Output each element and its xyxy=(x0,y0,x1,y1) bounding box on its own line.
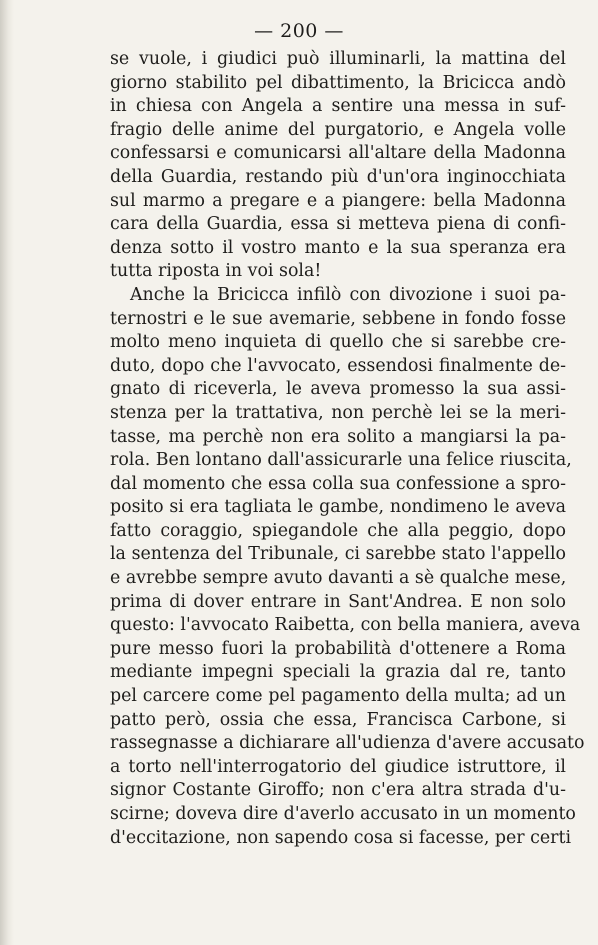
text-line: della Guardia, restando più d'un'ora inginocchiata xyxy=(110,166,566,187)
text-line: prima di dover entrare in Sant'Andrea. E non solo xyxy=(110,591,566,612)
text-line: a torto nell'interrogatorio del giudice istruttore, il xyxy=(110,756,566,777)
page-number: — 200 — xyxy=(254,20,344,42)
text-line: molto meno inquieta di quello che si sarebbe cre- xyxy=(110,332,566,353)
text-line: tutta riposta in voi sola! xyxy=(110,261,322,282)
text-line: posito si era tagliata le gambe, nondimeno le aveva xyxy=(110,497,566,518)
text-line: se vuole, i giudici può illuminarli, la mattina del xyxy=(110,49,566,69)
text-line: rassegnasse a dichiarare all'udienza d'avere accusato xyxy=(110,733,585,754)
text-line: pel carcere come pel pagamento della multa; ad un xyxy=(110,686,566,707)
text-line: questo: l'avvocato Raibetta, con bella maniera, aveva xyxy=(110,615,581,636)
text-line: gnato di riceverla, le aveva promesso la sua assi- xyxy=(110,379,566,400)
text-line: Anche la Bricicca infilò con divozione i suoi pa- xyxy=(130,284,566,305)
text-line: ternostri e le sue avemarie, sebbene in fondo fosse xyxy=(110,308,566,329)
text-line: mediante impegni speciali la grazia dal re, tanto xyxy=(110,662,566,683)
paragraph xyxy=(110,284,585,850)
text-line: e avrebbe sempre avuto davanti a sè qualche mese, xyxy=(110,568,567,589)
text-line: rola. Ben lontano dall'assicurarle una felice riuscita, xyxy=(110,450,572,471)
text-line: pure messo fuori la probabilità d'ottenere a Roma xyxy=(110,638,566,659)
page-gutter-shadow xyxy=(0,0,14,945)
text-line: denza sotto il vostro manto e la sua speranza era xyxy=(110,237,566,258)
text-line: giorno stabilito pel dibattimento, la Bricicca andò xyxy=(110,72,566,93)
text-line: fatto coraggio, spiegandole che alla peggio, dopo xyxy=(110,520,566,541)
text-line: confessarsi e comunicarsi all'altare della Madonna xyxy=(110,143,566,164)
text-line: cara della Guardia, essa si metteva piena di confi- xyxy=(110,214,566,235)
paragraph xyxy=(110,48,566,284)
text-line: dal momento che essa colla sua confessione a spro- xyxy=(110,473,566,494)
text-line: la sentenza del Tribunale, ci sarebbe stato l'appello xyxy=(110,544,566,565)
text-line: stenza per la trattativa, non perchè lei se la meri- xyxy=(110,402,566,423)
text-line: scirne; doveva dire d'averlo accusato in un momento xyxy=(110,804,576,824)
text-line: sul marmo a pregare e a piangere: bella Madonna xyxy=(110,190,566,211)
text-line: patto però, ossia che essa, Francisca Carbone, si xyxy=(110,709,566,730)
text-line: signor Costante Giroffo; non c'era altra strada d'u- xyxy=(110,780,566,801)
body-text xyxy=(110,48,585,850)
text-line: in chiesa con Angela a sentire una messa in suf- xyxy=(110,96,566,117)
text-line: tasse, ma perchè non era solito a mangiarsi la pa- xyxy=(110,426,566,447)
text-line: duto, dopo che l'avvocato, essendosi finalmente de- xyxy=(110,355,566,376)
text-line: d'eccitazione, non sapendo cosa si facesse, per certi xyxy=(110,827,572,848)
text-line: fragio delle anime del purgatorio, e Angela volle xyxy=(110,119,566,140)
